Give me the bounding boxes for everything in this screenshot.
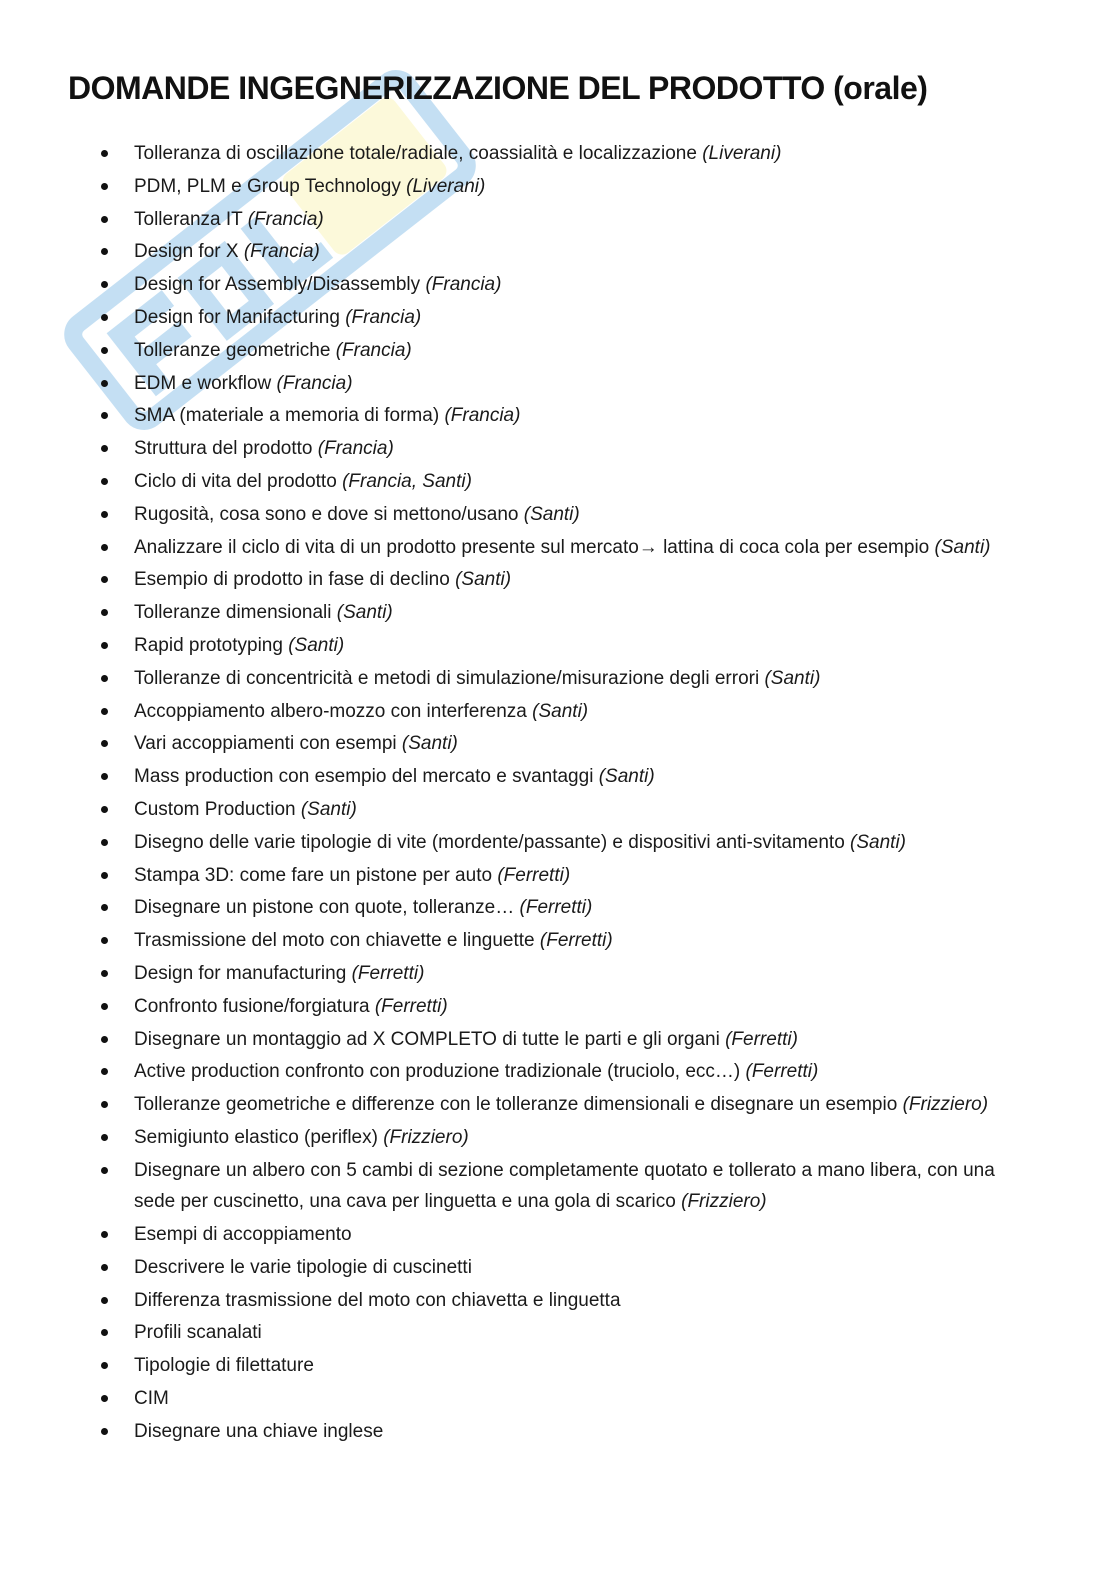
question-item <box>0 860 1116 892</box>
question-author: (Ferretti) <box>519 897 593 919</box>
question-author: (Santi) <box>764 667 821 689</box>
question-item <box>0 466 1116 498</box>
question-text: Tolleranze geometriche <box>134 339 331 361</box>
question-author: (Francia) <box>345 306 422 328</box>
bullet-icon <box>101 773 108 780</box>
question-author: (Francia) <box>276 372 353 394</box>
question-item <box>0 761 1116 793</box>
bullet-icon <box>101 1362 108 1369</box>
bullet-icon <box>101 576 108 583</box>
question-author: (Francia) <box>425 274 502 296</box>
question-text: Profili scanalati <box>134 1322 262 1344</box>
question-item <box>0 696 1116 728</box>
question-text: Esempio di prodotto in fase di declino <box>134 569 450 591</box>
bullet-icon <box>101 544 108 551</box>
question-text: Differenza trasmissione del moto con chiavetta e linguetta <box>134 1289 621 1311</box>
question-author: (Santi) <box>850 831 907 853</box>
question-item <box>0 728 1116 760</box>
question-item <box>0 597 1116 629</box>
question-item <box>0 532 1116 564</box>
question-item <box>0 925 1116 957</box>
bullet-icon <box>101 1167 108 1174</box>
question-item <box>0 204 1116 236</box>
question-author: (Frizziero) <box>383 1126 469 1148</box>
bullet-icon <box>101 1101 108 1108</box>
question-item <box>0 958 1116 990</box>
question-author: (Santi) <box>336 602 393 624</box>
question-text: Custom Production <box>134 798 296 820</box>
bullet-icon <box>101 1003 108 1010</box>
question-text: Vari accoppiamenti con esempi <box>134 733 397 755</box>
question-text: Active production confronto con produzione tradizionale (truciolo, ecc…) <box>134 1061 741 1083</box>
bullet-icon <box>101 1428 108 1435</box>
question-item <box>0 400 1116 432</box>
question-list <box>0 138 1116 1449</box>
question-author: (Santi) <box>455 569 512 591</box>
question-text: Disegnare un montaggio ad X COMPLETO di tutte le parti e gli organi <box>134 1028 720 1050</box>
question-author: (Ferretti) <box>725 1028 798 1050</box>
question-item <box>0 1252 1116 1284</box>
question-text: Design for Assembly/Disassembly <box>134 274 421 296</box>
question-author: (Ferretti) <box>351 962 425 984</box>
question-author: (Ferretti) <box>745 1061 819 1083</box>
question-text: Tolleranze di concentricità e metodi di simulazione/misurazione degli errori <box>134 667 760 689</box>
question-text: CIM <box>134 1387 169 1409</box>
question-author: (Ferretti) <box>497 864 571 886</box>
question-item <box>0 892 1116 924</box>
bullet-icon <box>101 314 108 321</box>
question-item <box>0 663 1116 695</box>
bullet-icon <box>101 740 108 747</box>
question-item <box>0 1416 1116 1448</box>
bullet-icon <box>101 248 108 255</box>
question-item <box>0 1024 1116 1056</box>
question-text: Confronto fusione/forgiatura <box>134 995 370 1017</box>
question-item <box>0 269 1116 301</box>
bullet-icon <box>101 872 108 879</box>
question-item <box>0 1122 1116 1154</box>
question-text: Analizzare il ciclo di vita di un prodotto presente sul mercato→ lattina di coca cola per esempio <box>134 536 930 558</box>
bullet-icon <box>101 412 108 419</box>
bullet-icon <box>101 806 108 813</box>
bullet-icon <box>101 675 108 682</box>
question-text: PDM, PLM e Group Technology <box>134 175 401 197</box>
question-author: (Liverani) <box>702 143 782 164</box>
question-item <box>0 991 1116 1023</box>
question-author: (Francia) <box>444 405 521 427</box>
question-item <box>0 368 1116 400</box>
question-item <box>0 794 1116 826</box>
question-author: (Santi) <box>300 798 357 820</box>
bullet-icon <box>101 1329 108 1336</box>
question-text: Tolleranza IT <box>134 208 243 230</box>
bullet-icon <box>101 1231 108 1238</box>
bullet-icon <box>101 1036 108 1043</box>
question-author: (Francia) <box>317 438 394 460</box>
question-author: (Santi) <box>934 536 991 558</box>
question-item <box>0 1350 1116 1382</box>
question-text: Semigiunto elastico (periflex) <box>134 1126 378 1148</box>
question-text: Rapid prototyping <box>134 634 283 656</box>
question-author: (Frizziero) <box>681 1191 767 1213</box>
bullet-icon <box>101 609 108 616</box>
question-text: Tolleranze geometriche e differenze con le tolleranze dimensionali e disegnare un esempio <box>134 1094 898 1116</box>
bullet-icon <box>101 904 108 911</box>
bullet-icon <box>101 511 108 518</box>
bullet-icon <box>101 1264 108 1271</box>
question-text: Accoppiamento albero-mozzo con interferenza <box>134 700 527 722</box>
bullet-icon <box>101 445 108 452</box>
question-item <box>0 564 1116 596</box>
question-item <box>0 1056 1116 1088</box>
bullet-icon <box>101 708 108 715</box>
bullet-icon <box>101 1297 108 1304</box>
bullet-icon <box>101 281 108 288</box>
bullet-icon <box>101 1395 108 1402</box>
bullet-icon <box>101 1134 108 1141</box>
question-author: (Ferretti) <box>539 930 613 952</box>
bullet-icon <box>101 478 108 485</box>
question-author: (Santi) <box>288 634 345 656</box>
bullet-icon <box>101 183 108 190</box>
bullet-icon <box>101 216 108 223</box>
question-author: (Francia) <box>243 241 320 263</box>
question-text: Design for Manifacturing <box>134 306 340 328</box>
question-item <box>0 1155 1116 1218</box>
bullet-icon <box>101 839 108 846</box>
question-item <box>0 335 1116 367</box>
question-item <box>0 236 1116 268</box>
question-text: Disegnare una chiave inglese <box>134 1420 384 1442</box>
question-author: (Ferretti) <box>374 995 448 1017</box>
question-text: Tipologie di filettature <box>134 1355 314 1377</box>
question-item <box>0 1383 1116 1415</box>
question-item <box>0 138 1116 170</box>
question-item <box>0 499 1116 531</box>
question-text: Esempi di accoppiamento <box>134 1224 352 1245</box>
bullet-icon <box>101 380 108 387</box>
question-author: (Francia) <box>335 339 412 361</box>
question-text: Trasmissione del moto con chiavette e linguette <box>134 930 535 952</box>
question-text: Disegnare un pistone con quote, tolleranze… <box>134 897 515 919</box>
question-author: (Santi) <box>598 766 655 788</box>
question-text: Descrivere le varie tipologie di cuscinetti <box>134 1256 472 1278</box>
question-text: Struttura del prodotto <box>134 438 313 460</box>
question-author: (Francia, Santi) <box>342 470 472 492</box>
question-text: Tolleranze dimensionali <box>134 602 332 624</box>
question-text: Design for X <box>134 241 239 263</box>
question-text: EDM e workflow <box>134 372 272 394</box>
question-text: Tolleranza di oscillazione totale/radiale, coassialità e localizzazione <box>134 143 697 164</box>
question-author: (Frizziero) <box>902 1094 989 1116</box>
bullet-icon <box>101 970 108 977</box>
page-title: DOMANDE INGEGNERIZZAZIONE DEL PRODOTTO (orale) <box>68 70 928 106</box>
question-text: Mass production con esempio del mercato e svantaggi <box>134 766 594 788</box>
question-item <box>0 1285 1116 1317</box>
question-item <box>0 1089 1116 1121</box>
question-author: (Francia) <box>247 208 324 230</box>
question-author: (Liverani) <box>406 175 486 197</box>
question-text: SMA (materiale a memoria di forma) <box>134 405 440 427</box>
question-item <box>0 1317 1116 1349</box>
bullet-icon <box>101 347 108 354</box>
question-text: Rugosità, cosa sono e dove si mettono/usano <box>134 503 519 525</box>
bullet-icon <box>101 642 108 649</box>
question-item <box>0 433 1116 465</box>
question-item <box>0 630 1116 662</box>
bullet-icon <box>101 937 108 944</box>
question-item <box>0 1219 1116 1251</box>
bullet-icon <box>101 1068 108 1075</box>
bullet-icon <box>101 150 108 157</box>
question-text: Disegno delle varie tipologie di vite (mordente/passante) e dispositivi anti-svitamento <box>134 831 845 853</box>
question-item <box>0 302 1116 334</box>
question-author: (Santi) <box>532 700 589 722</box>
question-text: Ciclo di vita del prodotto <box>134 470 337 492</box>
question-item <box>0 827 1116 859</box>
question-author: (Santi) <box>523 503 580 525</box>
question-author: (Santi) <box>401 733 458 755</box>
question-item <box>0 171 1116 203</box>
question-text: Disegnare un albero con 5 cambi di sezione completamente quotato e tollerato a mano libera, con una sede per cuscinetto, una cava per linguetta e una gola di scarico <box>134 1159 995 1213</box>
question-text: Design for manufacturing <box>134 962 347 984</box>
question-text: Stampa 3D: come fare un pistone per auto <box>134 864 493 886</box>
